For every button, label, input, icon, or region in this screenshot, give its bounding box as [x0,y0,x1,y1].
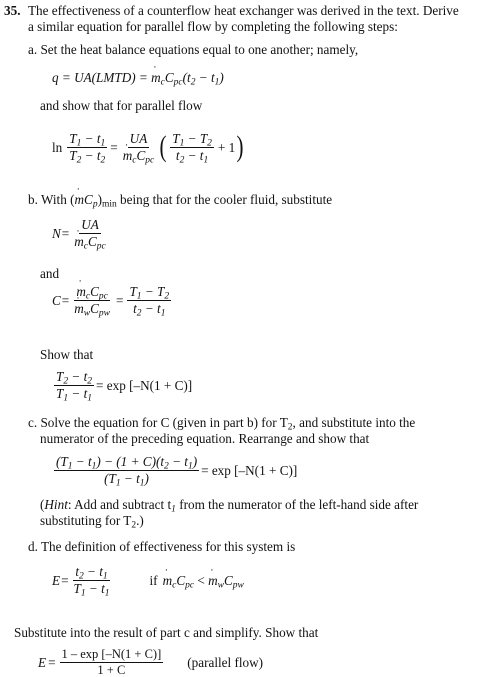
exp-equation-c [52,454,298,489]
temp-ratio-fraction: $\frac{T_1 - T_2}{t_2 - t_1}$ [172,131,212,166]
show-that-label: Show that [40,347,94,362]
part-c-line2: numerator of the preceding equation. Rearrange and show that [40,430,370,446]
ln-fraction: $\frac{T_1 - t_1}{T_2 - t_2}$ [69,131,106,166]
exp-equation-b [52,369,193,404]
ntu-fraction: $\frac{UA}{m ˙_cC_{pc}}$ [72,218,108,249]
part-b-label: b. [28,192,38,207]
part-c-line1: Solve the equation for C (given in part b) for T [40,415,288,430]
exp-fraction-c: $\frac{(T_1 - t_1) - (1 + C)(t_2 - t_1)}{(T_1 - t_1)}$ [56,454,198,489]
problem-number: 35. [4,3,21,18]
intro-line-2: a similar equation for parallel flow by completing the following steps: [28,18,398,34]
part-c-line1-tail: , and substitute into the [292,415,416,430]
ln-equation: ln $\frac{T_1 - t_1}{T_2 - t_2}$ = $\frac{UA}{m ˙_cC_{pc}}$ ( $\frac{T_1 - T_2}{t_2 - t_1}$ + 1 ) [52,132,245,163]
temp-diff-fraction: $\frac{T_1 - T_2}{t_2 - t_1}$ [129,284,170,319]
hint-text: (Hint: Add and subtract $t_1$ from the numerator of the left-hand side after substituting for $T_2$.) [40,497,419,531]
final-denominator: 1 + C [97,663,126,677]
ln-symbol: ln [52,139,63,155]
eq1-mid: C [164,70,174,85]
ua-fraction: $\frac{UA}{m ˙_cC_{pc}}$ [121,132,157,163]
part-b-instruction: being that for the cooler fluid, substitute [120,192,333,207]
problem-intro [28,3,486,34]
part-d-label: d. [28,539,38,554]
ntu-equation: N = $\frac{UA}{m ˙_cC_{pc}}$ [52,218,110,249]
hint-line2: substituting for T [40,512,132,528]
final-fraction [60,648,164,677]
if-word: if [149,572,158,588]
plus-one: + 1 [217,139,236,155]
part-a-label: a. [28,42,38,57]
exp-rhs-c: = exp [–N(1 + C)] [201,462,298,478]
intro-line-1: The effectiveness of a counterflow heat exchanger was derived in the text. Derive [28,3,459,18]
exp-fraction-b: $\frac{T_2 - t_2}{T_1 - t_1}$ [56,369,93,404]
exp-rhs-b: = exp [–N(1 + C)] [96,377,193,393]
eq1-rhs: (t [182,70,191,85]
part-b-text-pre: With ( [40,192,75,207]
part-d-text [28,539,295,555]
part-b-text: b. With (m $˙C_p)_{min}$ being that for the cooler fluid, substitute [28,192,332,208]
parallel-flow-note: (parallel flow) [187,654,264,670]
final-instruction: Substitute into the result of part c and simplify. Show that [14,625,319,640]
eq1-lhs: q = UA(LMTD) = [52,70,152,85]
effectiveness-fraction: $\frac{t_2 - t_1}{T_1 - t_1}$ [73,564,110,599]
final-numerator: 1 – exp [–N(1 + C)] [60,648,164,663]
part-d-instruction: The definition of effectiveness for this system is [40,539,296,554]
part-c-label: c. [28,415,38,430]
capacity-fraction: $\frac{m ˙_cC_{pc}}{m ˙_wC_{pw}}$ [72,285,112,316]
final-equation: E = $\frac{1 - \exp [-N(1 + C)]}{1 + C}$ (parallel flow) [38,647,264,677]
and-label: and [40,266,60,281]
heat-balance-equation: q = UA(LMTD) = m $˙_cC_{pc}(t_2 - t_1)$ [52,70,224,86]
hint-line1: : Add and subtract t [67,497,172,512]
part-a-show-text: and show that for parallel flow [40,98,203,113]
effectiveness-definition: E = $\frac{t_2 - t_1}{T_1 - t_1}$ if m $˙_cC_{pc} < m$ $˙_wC_{pw}$ [52,565,244,596]
capacity-ratio-equation: C = $\frac{m ˙_cC_{pc}}{m ˙_wC_{pw}}$ = $\frac{T_1 - T_2}{t_2 - t_1}$ [52,285,173,316]
part-a-text [28,42,358,58]
hint-word: Hint [44,497,68,512]
part-a-instruction: Set the heat balance equations equal to one another; namely, [40,42,359,57]
hint-line1-tail: from the numerator of the left-hand side after [175,497,419,512]
part-c-text: c. Solve the equation for C (given in part b) for $T_2$, and substitute into the numerator of the preceding equation. Rearrange and show that [28,415,468,446]
min-sub: min [101,199,117,210]
